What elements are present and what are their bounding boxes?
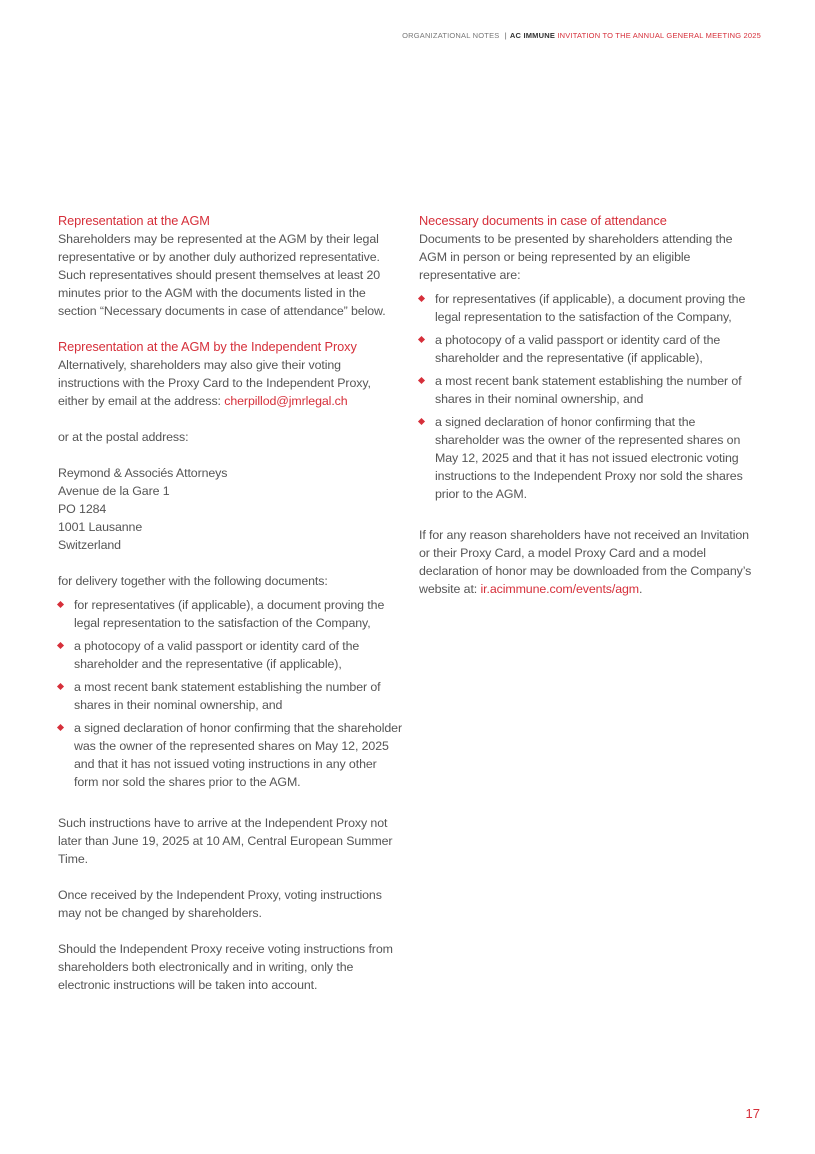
list-item: for representatives (if applicable), a document proving the legal representation to the satisfaction of the Company,	[419, 290, 761, 326]
postal-intro: or at the postal address:	[58, 430, 189, 444]
no-change-text: Once received by the Independent Proxy, voting instructions may not be changed by shareholders.	[58, 888, 382, 920]
postal-address	[58, 464, 403, 554]
bullet-diamond-icon	[418, 377, 425, 384]
independent-proxy-text	[58, 356, 403, 410]
bullet-diamond-icon	[418, 418, 425, 425]
bullet-diamond-icon	[57, 724, 64, 731]
right-column	[419, 212, 761, 598]
delivery-intro: for delivery together with the following documents:	[58, 574, 328, 588]
address-line: Avenue de la Gare 1	[58, 484, 170, 498]
header-brand: AC IMMUNE	[509, 31, 556, 40]
list-item: a photocopy of a valid passport or identity card of the shareholder and the representative (if applicable),	[419, 331, 761, 367]
bullet-diamond-icon	[418, 336, 425, 343]
header-separator: |	[504, 31, 507, 40]
necessary-documents-list	[419, 290, 761, 503]
representation-heading: Representation at the AGM	[58, 213, 210, 228]
agm-website-link[interactable]: ir.acimmune.com/events/agm	[480, 582, 640, 596]
delivery-documents-list	[58, 596, 403, 791]
list-item: a signed declaration of honor confirming that the shareholder was the owner of the represented shares on May 12, 2025 and that it has not issued voting instructions in any other form nor sold the shares prior to the AGM.	[58, 719, 403, 791]
page-number: 17	[745, 1106, 760, 1121]
running-header	[402, 31, 761, 40]
address-line: Reymond & Associés Attorneys	[58, 466, 228, 480]
list-item: a photocopy of a valid passport or identity card of the shareholder and the representative (if applicable),	[58, 637, 403, 673]
download-text: If for any reason shareholders have not received an Invitation or their Proxy Card, a model Proxy Card and a model declaration of honor may be downloaded from the Company’s website at: ir.acimmune.com/events/agm.	[419, 528, 752, 596]
bullet-diamond-icon	[57, 642, 64, 649]
necessary-documents-intro: Documents to be presented by shareholders attending the AGM in person or being represented by an eligible representative are:	[419, 232, 733, 282]
list-item: a signed declaration of honor confirming that the shareholder was the owner of the represented shares on May 12, 2025 and that it has not issued electronic voting instructions to the Independent Proxy nor sold the shares prior to the AGM.	[419, 413, 761, 503]
download-text-body: If for any reason shareholders have not received an Invitation or their Proxy Card, a model Proxy Card and a model declaration of honor may be downloaded from the Company’s website at:	[419, 528, 752, 596]
header-title: INVITATION TO THE ANNUAL GENERAL MEETING 2025	[557, 31, 761, 40]
address-line: Switzerland	[58, 538, 121, 552]
bullet-diamond-icon	[418, 295, 425, 302]
address-line: 1001 Lausanne	[58, 520, 143, 534]
list-item: for representatives (if applicable), a document proving the legal representation to the satisfaction of the Company,	[58, 596, 403, 632]
address-line: PO 1284	[58, 502, 107, 516]
deadline-text: Such instructions have to arrive at the Independent Proxy not later than June 19, 2025 at 10 AM, Central European Summer Time.	[58, 816, 393, 866]
independent-proxy-text-body: Alternatively, shareholders may also give their voting instructions with the Proxy Card to the Independent Proxy, either by email at the address:	[58, 358, 371, 408]
independent-proxy-heading: Representation at the AGM by the Independent Proxy	[58, 339, 357, 354]
left-column	[58, 212, 403, 994]
bullet-diamond-icon	[57, 683, 64, 690]
header-section: ORGANIZATIONAL NOTES	[402, 31, 500, 40]
representation-text: Shareholders may be represented at the AGM by their legal representative or by another duly authorized representative. Such representatives should present themselves at least 20 minutes prior to the AGM with the documents listed in the section “Necessary documents in case of attendance” below.	[58, 232, 386, 318]
list-item: a most recent bank statement establishing the number of shares in their nominal ownership, and	[58, 678, 403, 714]
bullet-diamond-icon	[57, 601, 64, 608]
list-item: a most recent bank statement establishing the number of shares in their nominal ownership, and	[419, 372, 761, 408]
necessary-documents-heading: Necessary documents in case of attendance	[419, 213, 667, 228]
proxy-email-link[interactable]: cherpillod@jmrlegal.ch	[224, 394, 348, 408]
electronic-priority-text: Should the Independent Proxy receive voting instructions from shareholders both electronically and in writing, only the electronic instructions will be taken into account.	[58, 942, 393, 992]
